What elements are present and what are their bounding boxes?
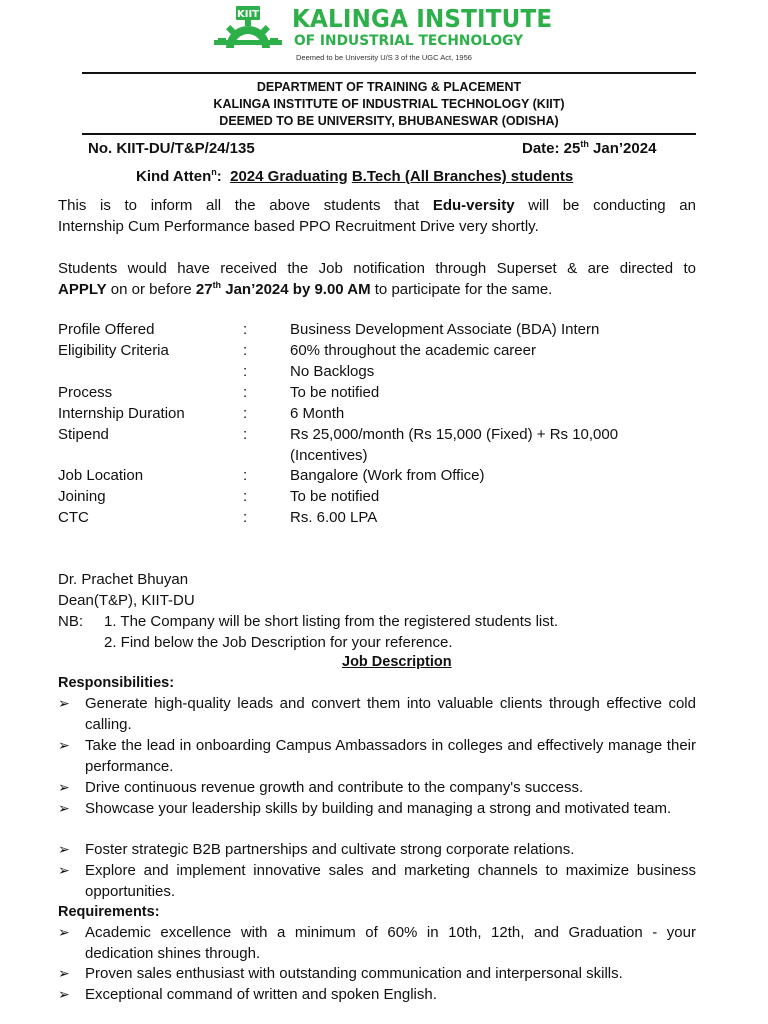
kiit-logo-icon (208, 6, 288, 62)
responsibility-item-text: Explore and implement innovative sales and marketing channels to maximize business opportunities. (85, 862, 696, 900)
note-item-1: 1. The Company will be short listing from the registered students list. (104, 613, 559, 630)
letter-date: Date: 25th Jan’2024 (522, 139, 657, 157)
detail-colon: : (243, 342, 248, 359)
responsibility-item-text: Showcase your leadership skills by building and managing a strong and motivated team. (85, 800, 672, 817)
institute-name-line1: KALINGA INSTITUTE (292, 4, 553, 33)
detail-label: CTC (58, 509, 89, 526)
attention-line: Kind Atten$^n$: 2024 Graduating B.Tech (All Branches) students (136, 167, 574, 185)
detail-label: Internship Duration (58, 405, 185, 422)
intro-paragraph-1: This is to inform all the above students that Edu-versity will be conducting an Internship Cum Performance based PPO Recruitment Drive very shortly. (58, 197, 696, 235)
responsibility-item-text: Generate high-quality leads and convert them into valuable clients through effective cold calling. (85, 695, 696, 733)
detail-colon: : (243, 488, 248, 505)
department-line3: DEEMED TO BE UNIVERSITY, BHUBANESWAR (ODISHA) (219, 114, 559, 128)
detail-colon: : (243, 405, 248, 422)
detail-label: Stipend (58, 426, 109, 443)
requirement-item-text: Academic excellence with a minimum of 60% in 10th, 12th, and Graduation - your dedication shines through. (85, 924, 696, 962)
institute-name-line2: OF INDUSTRIAL TECHNOLOGY (294, 33, 524, 49)
requirement-item-text: Exceptional command of written and spoken English. (85, 986, 437, 1003)
detail-value: Bangalore (Work from Office) (290, 467, 485, 484)
bullet-arrow-icon: ➢ (58, 695, 70, 711)
detail-label: Eligibility Criteria (58, 342, 169, 359)
signatory-title: Dean(T&P), KIIT-DU (58, 592, 195, 609)
detail-label: Joining (58, 488, 106, 505)
detail-colon: : (243, 384, 248, 401)
bullet-arrow-icon: ➢ (58, 924, 70, 940)
detail-value: To be notified (290, 488, 380, 505)
responsibility-item-text: Foster strategic B2B partnerships and cultivate strong corporate relations. (85, 841, 575, 858)
detail-colon: : (243, 321, 248, 338)
responsibilities-heading: Responsibilities: (58, 675, 175, 691)
note-item-2: 2. Find below the Job Description for your reference. (104, 634, 453, 651)
attention-target-a: 2024 Graduating (230, 168, 348, 185)
job-description-heading: Job Description (342, 654, 452, 670)
detail-label: Process (58, 384, 113, 401)
detail-value: Rs. 6.00 LPA (290, 509, 378, 526)
deemed-university-note: Deemed to be University U/S 3 of the UGC Act, 1956 (296, 53, 472, 62)
top-divider (82, 72, 696, 74)
detail-value: To be notified (290, 384, 380, 401)
bullet-arrow-icon: ➢ (58, 841, 70, 857)
bullet-arrow-icon: ➢ (58, 965, 70, 981)
detail-colon: : (243, 509, 248, 526)
bullet-arrow-icon: ➢ (58, 800, 70, 816)
intro-paragraph-2: Students would have received the Job notification through Superset & are directed to APPLY on or before 27th Jan’2024 by 9.00 AM to participate for the same. (58, 260, 696, 298)
company-name: Edu-versity (432, 197, 515, 214)
bottom-divider (82, 133, 696, 135)
attention-target-b: B.Tech (All Branches) students (351, 168, 574, 185)
requirements-heading: Requirements: (58, 904, 160, 920)
detail-value: Rs 25,000/month (Rs 15,000 (Fixed) + Rs 10,000 (Incentives) (290, 426, 619, 464)
detail-value: 6 Month (290, 405, 345, 422)
bullet-arrow-icon: ➢ (58, 737, 70, 753)
detail-label: Profile Offered (58, 321, 155, 338)
bullet-arrow-icon: ➢ (58, 779, 70, 795)
department-line2: KALINGA INSTITUTE OF INDUSTRIAL TECHNOLOGY (KIIT) (213, 97, 565, 111)
notes-label: NB: (58, 613, 84, 630)
detail-value: No Backlogs (290, 363, 375, 380)
reference-number: No. KIIT-DU/T&P/24/135 (88, 140, 255, 157)
detail-label: Job Location (58, 467, 144, 484)
svg-text:KIIT: KIIT (236, 9, 260, 20)
detail-colon: : (243, 363, 248, 380)
responsibility-item-text: Drive continuous revenue growth and contribute to the company's success. (85, 779, 584, 796)
detail-value: 60% throughout the academic career (290, 342, 536, 359)
responsibility-item-text: Take the lead in onboarding Campus Ambassadors in colleges and effectively manage their performance. (85, 737, 696, 775)
department-line1: DEPARTMENT OF TRAINING & PLACEMENT (256, 80, 522, 94)
bullet-arrow-icon: ➢ (58, 986, 70, 1002)
detail-colon: : (243, 467, 248, 484)
detail-value: Business Development Associate (BDA) Intern (290, 321, 600, 338)
bullet-arrow-icon: ➢ (58, 862, 70, 878)
signatory-name: Dr. Prachet Bhuyan (58, 571, 189, 588)
requirement-item-text: Proven sales enthusiast with outstanding communication and interpersonal skills. (85, 965, 623, 982)
detail-colon: : (243, 426, 248, 443)
